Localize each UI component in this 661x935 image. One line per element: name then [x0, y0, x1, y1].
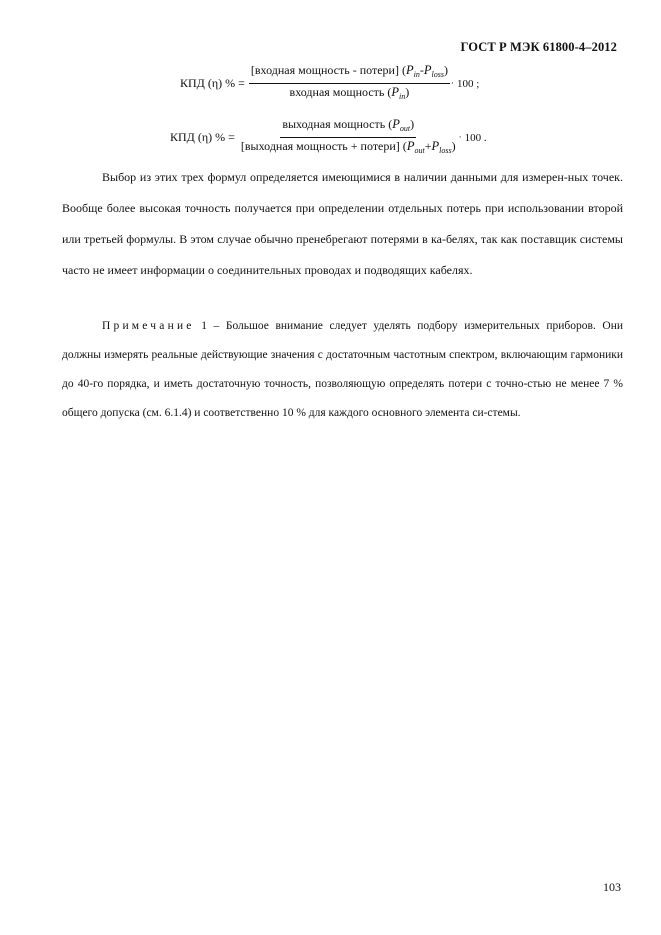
note-paragraph: Примечание 1 – Большое внимание следует уделять подбору измерительных приборов. Они должны измерять реальные действующие значения с достаточным частотным спектром, включающим гармоники до 40-го порядка, и иметь достаточную точность, позволяющую определять потери с точно-стью не менее 7 % общего допуска (см. 6.1.4) и соответственно 10 % для каждого основного элемента си-стемы. [62, 320, 624, 419]
standard-header: ГОСТ Р МЭК 61800-4–2012 [460, 40, 617, 54]
formula-numerator: выходная мощность $(P_{out})$ [280, 117, 416, 138]
formula-multiplier: 100 ; [456, 77, 480, 90]
multiply-dot: · [450, 77, 454, 88]
efficiency-formula-input [180, 63, 479, 104]
formula-lhs: КПД (η) % = [180, 76, 245, 90]
multiply-dot: · [458, 131, 462, 142]
formula-numerator: [входная мощность - потери] $(P_{in}-P_{loss})$ [249, 63, 450, 84]
formula-lhs: КПД (η) % = [170, 130, 235, 144]
page-number: 103 [603, 880, 621, 894]
formula-fraction [239, 117, 458, 158]
note-label: Примечание [102, 320, 195, 332]
formula-fraction [249, 63, 450, 104]
note-number: 1 [201, 320, 207, 332]
formula-denominator: [выходная мощность + потери] $(P_{out}+P_{loss})$ [240, 139, 456, 155]
formula-multiplier: 100 . [464, 131, 487, 144]
note-text: Большое внимание следует уделять подбору измерительных приборов. Они должны измерять реальные действующие значения с достаточным частотным спектром, включающим гармоники до 40-го порядка, и иметь достаточную точность, позволяющую определять потери с точно-стью не менее 7 % общего допуска (см. 6.1.4) и соответственно 10 % для каждого основного элемента си-стемы. [62, 320, 624, 419]
formula-denominator: входная мощность $(P_{in})$ [289, 85, 410, 101]
efficiency-formula-output [170, 117, 487, 158]
body-paragraph: Выбор из этих трех формул определяется имеющимися в наличии данными для измерен-ных точек. Вообще более высокая точность получается при определении отдельных потерь при использовании второй или третьей формулы. В этом случае обычно пренебрегают потерями в ка-белях, так как поставщик системы часто не имеет информации о соединительных проводах и подводящих кабелях. [62, 170, 623, 277]
